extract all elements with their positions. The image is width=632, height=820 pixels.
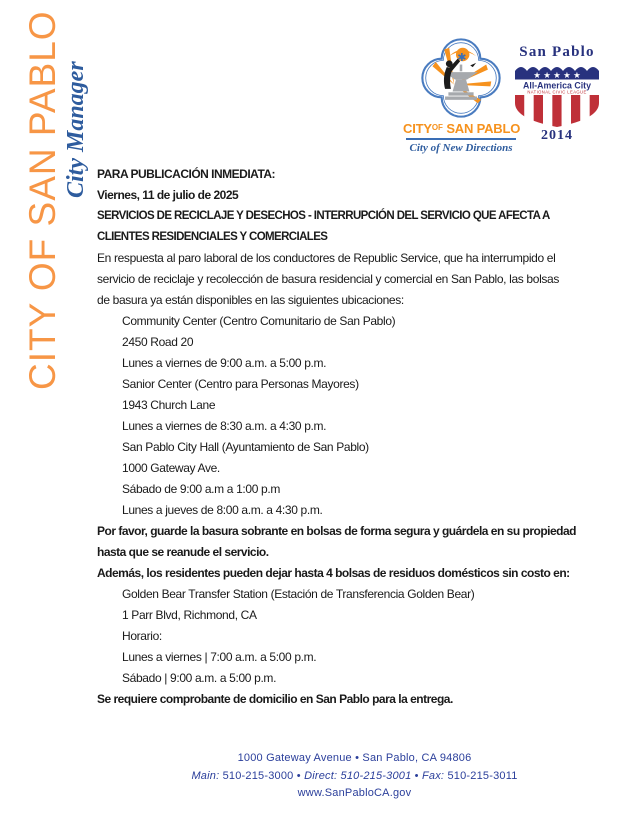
vertical-city-banner: CITY OF SAN PABLO xyxy=(22,10,63,390)
footer-main-label: Main: xyxy=(191,769,220,782)
note-line: hasta que se reanude el servicio. xyxy=(97,545,269,559)
shield-stars: ★ ★ ★ ★ ★ xyxy=(533,69,581,80)
location-hours: Lunes a viernes de 8:30 a.m. a 4:30 p.m. xyxy=(122,419,327,433)
dropoff-note xyxy=(97,563,579,584)
headline-line: CLIENTES RESIDENCIALES Y COMERCIALES xyxy=(97,231,328,243)
note-line: Por favor, guarde la basura sobrante en bolsas de forma segura y guárdela en su propiedad xyxy=(97,524,576,538)
footer-website: www.SanPabloCA.gov xyxy=(297,787,412,799)
location-name: Sanior Center (Centro para Personas Mayores) xyxy=(122,377,359,391)
vertical-department-label: City Manager xyxy=(63,61,89,198)
location-name: San Pablo City Hall (Ayuntamiento de San Pablo) xyxy=(122,440,369,454)
note-line: Además, los residentes pueden dejar hasta 4 bolsas de residuos domésticos sin costo en: xyxy=(97,566,570,580)
release-date: Viernes, 11 de julio de 2025 xyxy=(97,188,239,202)
location-name: Golden Bear Transfer Station (Estación de Transferencia Golden Bear) xyxy=(122,587,475,601)
intro-line: En respuesta al paro laboral de los conductores de Republic Service, que ha interrumpido el xyxy=(97,251,556,265)
wordmark-city: CITY xyxy=(403,121,432,136)
location-address: 1943 Church Lane xyxy=(122,398,216,412)
pinwheel-icon: ✱ xyxy=(457,52,467,65)
footer-phones xyxy=(97,768,612,786)
location-hours: Sábado de 9:00 a.m a 1:00 p.m xyxy=(122,482,280,496)
letterhead-footer xyxy=(97,750,612,803)
location-address: 1000 Gateway Ave. xyxy=(122,461,220,475)
headline xyxy=(97,206,579,248)
location-name: Community Center (Centro Comunitario de San Pablo) xyxy=(122,314,396,328)
wordmark-rest: SAN PABLO xyxy=(442,121,521,136)
city-logo-tagline: City of New Directions xyxy=(406,138,516,154)
location-schedule-label: Horario: xyxy=(122,629,162,643)
footer-address: 1000 Gateway Avenue • San Pablo, CA 94806 xyxy=(237,752,472,764)
location-hours: Lunes a viernes | 7:00 a.m. a 5:00 p.m. xyxy=(122,650,317,664)
award-year: 2014 xyxy=(541,128,573,143)
intro-paragraph xyxy=(97,248,579,311)
location-golden-bear xyxy=(97,584,579,689)
location-address: 1 Parr Blvd, Richmond, CA xyxy=(122,608,257,622)
all-america-city-award xyxy=(506,44,608,144)
shield-award-text: All-America City xyxy=(523,80,591,91)
location-hours: Lunes a viernes de 9:00 a.m. a 5:00 p.m. xyxy=(122,356,327,370)
city-seal-icon xyxy=(419,36,503,120)
location-senior-center xyxy=(97,374,579,437)
footer-fax-label: Fax: xyxy=(422,769,445,782)
location-hours: Lunes a jueves de 8:00 a.m. a 4:30 p.m. xyxy=(122,503,323,517)
footer-separator: • xyxy=(411,769,422,782)
intro-line: servicio de reciclaje y recolección de basura residencial y comercial en San Pablo, las bolsas xyxy=(97,272,560,286)
release-line: PARA PUBLICACIÓN INMEDIATA: xyxy=(97,167,276,181)
proof-note xyxy=(97,689,579,710)
release-block xyxy=(97,164,579,206)
intro-line: de basura ya están disponibles en las siguientes ubicaciones: xyxy=(97,293,404,307)
location-community-center xyxy=(97,311,579,374)
city-logo-wordmark xyxy=(403,121,519,136)
footer-direct: Direct: 510-215-3001 xyxy=(304,769,412,782)
location-hours: Sábado | 9:00 a.m. a 5:00 p.m. xyxy=(122,671,277,685)
location-address: 2450 Road 20 xyxy=(122,335,194,349)
wordmark-of: OF xyxy=(431,123,443,132)
city-of-san-pablo-logo xyxy=(403,36,519,154)
footer-main-value: 510-215-3000 xyxy=(219,769,297,782)
footer-separator: • xyxy=(296,769,305,782)
all-america-city-shield-icon xyxy=(515,63,599,127)
storage-note xyxy=(97,521,579,563)
document-body xyxy=(97,164,579,710)
shield-org-text: NATIONAL CIVIC LEAGUE xyxy=(527,89,587,95)
location-city-hall xyxy=(97,437,579,521)
footer-fax-value: 510-215-3011 xyxy=(444,769,518,782)
award-city-name: San Pablo xyxy=(519,44,595,60)
note-line: Se requiere comprobante de domicilio en San Pablo para la entrega. xyxy=(97,692,453,706)
headline-line: SERVICIOS DE RECICLAJE Y DESECHOS - INTERRUPCIÓN DEL SERVICIO QUE AFECTA A xyxy=(97,210,550,222)
